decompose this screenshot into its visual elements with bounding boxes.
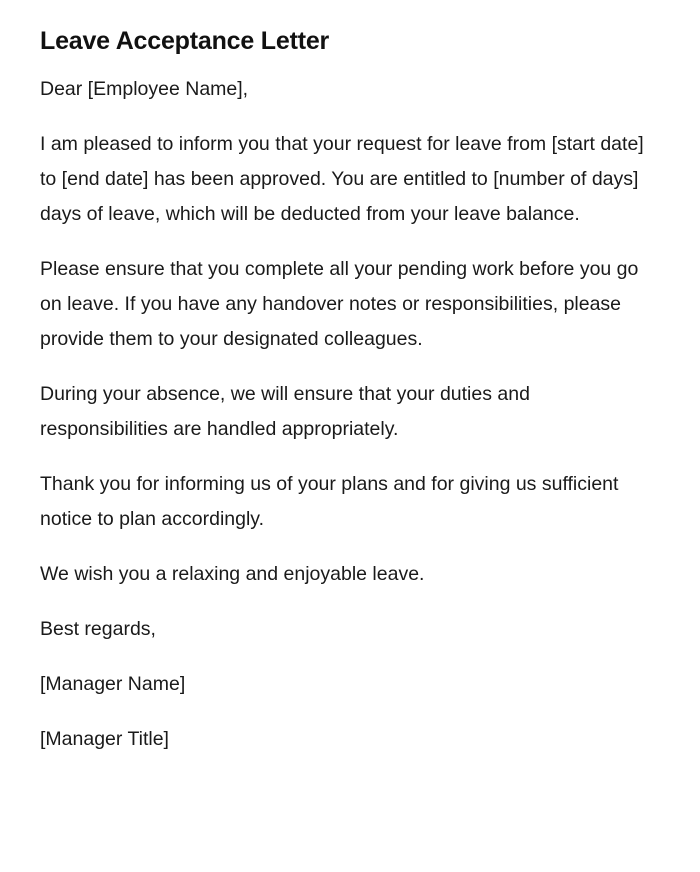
manager-title: [Manager Title] (40, 728, 169, 750)
letter-title: Leave Acceptance Letter (40, 27, 330, 55)
paragraph-handover: Please ensure that you complete all your pending work before you go on leave. If you have any handover notes or responsibilities, please provide them to your designated colleagues. (40, 258, 639, 350)
paragraph-absence: During your absence, we will ensure that your duties and responsibilities are handled appropriately. (40, 383, 530, 440)
closing: Best regards, (40, 618, 156, 640)
paragraph-wishes: We wish you a relaxing and enjoyable leave. (40, 563, 425, 585)
manager-name: [Manager Name] (40, 673, 186, 695)
salutation: Dear [Employee Name], (40, 78, 249, 100)
paragraph-thanks: Thank you for informing us of your plans and for giving us sufficient notice to plan accordingly. (40, 473, 619, 530)
paragraph-approval: I am pleased to inform you that your request for leave from [start date] to [end date] has been approved. You are entitled to [number of days] days of leave, which will be deducted from your leave balance. (40, 133, 644, 225)
